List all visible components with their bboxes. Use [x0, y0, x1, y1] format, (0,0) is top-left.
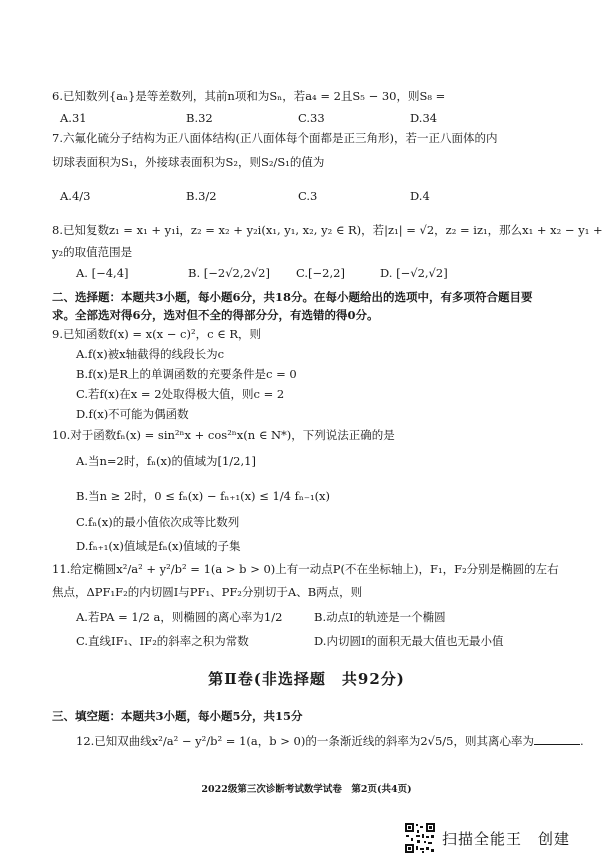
- section3-heading: 三、填空题：本题共3小题，每小题5分，共15分: [52, 709, 303, 723]
- section2-line2: 求。全部选对得6分，选对但不全的得部分分，有选错的得0分。: [52, 308, 379, 322]
- q9-option-d: D.f(x)不可能为偶函数: [76, 407, 189, 421]
- q7-option-d: D.4: [410, 189, 430, 203]
- scanner-brand: 扫描全能王 创建: [442, 830, 571, 848]
- q10-option-b: B.当n ≥ 2时，0 ≤ fₙ(x) − fₙ₊₁(x) ≤ 1/4 fₙ₋₁(x): [76, 489, 331, 503]
- q7-stem-line1: 7.六氟化硫分子结构为正八面体结构(正八面体每个面都是正三角形)，若一正八面体的内: [52, 131, 498, 145]
- q6-option-d: D.34: [410, 111, 438, 125]
- q12-answer-blank: [534, 733, 580, 745]
- q12-stem: [76, 733, 584, 749]
- q8-stem-line2: y₂的取值范围是: [52, 245, 133, 259]
- q8-option-c: C.[−2,2]: [296, 266, 345, 280]
- q8-stem-line1: 8.已知复数z₁ = x₁ + y₁i，z₂ = x₂ + y₂i(x₁, y₁, x₂, y₂ ∈ R)，若|z₁| = √2，z₂ = iz₁，那么x₁ + x₂ − y₁ +: [52, 223, 603, 237]
- q8-option-d: D. [−√2,√2]: [380, 266, 448, 280]
- q7-option-c: C.3: [298, 189, 318, 203]
- q12-stem-text: 12.已知双曲线x²/a² − y²/b² = 1(a，b > 0)的一条渐近线的斜率为2√5/5，则其离心率为: [76, 734, 534, 748]
- q9-option-c: C.若f(x)在x = 2处取得极大值，则c = 2: [76, 387, 285, 401]
- q9-option-b: B.f(x)是R上的单调函数的充要条件是c = 0: [76, 367, 297, 381]
- q8-option-b: B. [−2√2,2√2]: [188, 266, 270, 280]
- section2-line1: 二、选择题：本题共3小题，每小题6分，共18分。在每小题给出的选项中，有多项符合题目要: [52, 290, 533, 304]
- q6-option-a: A.31: [60, 111, 87, 125]
- q11-stem-line2: 焦点，ΔPF₁F₂的内切圆I与PF₁、PF₂分别切于A、B两点，则: [52, 585, 363, 599]
- qr-code-icon: [404, 822, 436, 854]
- q6-option-c: C.33: [298, 111, 325, 125]
- q7-stem-line2: 切球表面积为S₁，外接球表面积为S₂，则S₂/S₁的值为: [52, 155, 325, 169]
- q10-stem: 10.对于函数fₙ(x) = sin²ⁿx + cos²ⁿx(n ∈ N*)，下列说法正确的是: [52, 428, 395, 442]
- q12-stem-end: .: [580, 734, 584, 748]
- q11-option-b: B.动点I的轨迹是一个椭圆: [314, 610, 446, 624]
- q6-option-b: B.32: [186, 111, 213, 125]
- q9-stem: 9.已知函数f(x) = x(x − c)²，c ∈ R，则: [52, 327, 261, 341]
- volume2-heading: 第Ⅱ卷(非选择题 共92分): [208, 670, 405, 688]
- q10-option-a: A.当n=2时，fₙ(x)的值域为[1/2,1]: [76, 454, 256, 468]
- q11-option-c: C.直线IF₁、IF₂的斜率之积为常数: [76, 634, 249, 648]
- q11-option-d: D.内切圆I的面积无最大值也无最小值: [314, 634, 504, 648]
- q7-option-b: B.3/2: [186, 189, 217, 203]
- q6-stem: 6.已知数列{aₙ}是等差数列，其前n项和为Sₙ，若a₄ = 2且S₅ − 30，则S₈ =: [52, 89, 446, 103]
- q11-option-a: A.若PA = 1/2 a，则椭圆的离心率为1/2: [76, 610, 283, 624]
- q7-option-a: A.4/3: [60, 189, 91, 203]
- page-footer: 2022级第三次诊断考试数学试卷 第2页(共4页): [201, 784, 412, 795]
- q11-stem-line1: 11.给定椭圆x²/a² + y²/b² = 1(a > b > 0)上有一动点P(不在坐标轴上)，F₁，F₂分别是椭圆的左右: [52, 562, 559, 576]
- q10-option-c: C.fₙ(x)的最小值依次成等比数列: [76, 515, 240, 529]
- q10-option-d: D.fₙ₊₁(x)值域是fₙ(x)值域的子集: [76, 539, 241, 553]
- q8-option-a: A. [−4,4]: [76, 266, 129, 280]
- q9-option-a: A.f(x)被x轴截得的线段长为c: [76, 347, 225, 361]
